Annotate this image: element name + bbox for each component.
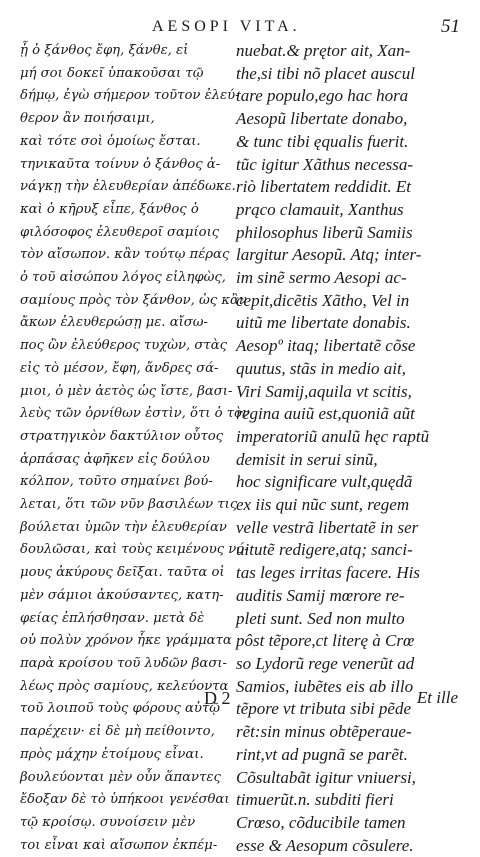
latin-text-line: quutus, stãs in medio ait, xyxy=(236,358,407,378)
greek-text-line: ἄκων ἐλευθερώσῃ με. αἴσω- xyxy=(20,315,208,331)
latin-text-line: uitutẽ redigere,atq; sanci- xyxy=(236,540,413,560)
greek-text-line: μὲν σάμιοι ἀκούσαντες, κατη- xyxy=(20,587,224,603)
greek-text-line: βουλεύονται μὲν οὖν ἅπαντες xyxy=(20,769,221,785)
greek-text-line: δήμῳ, ἐγὼ σήμερον τοῦτον ἐλεύ- xyxy=(20,88,240,104)
greek-text-line: μιοι, ὁ μὲν ἀετὸς ὡς ἴστε, βασι- xyxy=(20,383,233,399)
greek-text-line: σαμίους πρὸς τὸν ξάνθον, ὡς κἂν xyxy=(20,292,247,308)
latin-text-line: tẽpore vt tributa sibi pẽde xyxy=(236,699,412,719)
greek-text-line: παρέχειν· εἰ δὲ μὴ πείθοιντο, xyxy=(20,724,215,740)
greek-text-line: ᾗ ὁ ξάνθος ἔφη, ξάνθε, εἰ xyxy=(20,43,189,58)
latin-text-line: ex iis qui nũc sunt, regem xyxy=(236,495,410,515)
latin-text-line: tare populo,ego hac hora xyxy=(236,86,409,106)
latin-text-line: riò libertatem reddidit. Et xyxy=(236,177,412,197)
greek-text-line: φιλόσοφος ἐλευθεροῖ σαμίοις xyxy=(20,224,220,240)
book-page xyxy=(14,10,470,855)
latin-text-line: imperatoriũ anulũ hęc raptũ xyxy=(236,426,430,446)
greek-text-line: ἁρπάσας ἀφῆκεν εἰς δούλου xyxy=(20,451,210,467)
greek-text-line: καὶ ὁ κῆρυξ εἶπε, ξάνθος ὁ xyxy=(20,201,199,217)
latin-text-line: Samios, iubẽtes eis ab illo xyxy=(236,676,414,696)
greek-text-line: ὁ τοῦ αἰσώπου λόγος εἰληφὼς, xyxy=(20,270,226,286)
latin-text-line: pleti sunt. Sed non multo xyxy=(236,608,405,628)
latin-text-line: uitũ me libertate donabis. xyxy=(236,313,411,333)
latin-text-line: so Lydorũ rege venerũt ad xyxy=(236,653,415,673)
latin-text-line: Viri Samij,aquila vt scitis, xyxy=(236,381,412,401)
greek-text-line: μή σοι δοκεῖ ὑπακοῦσαι τῷ xyxy=(20,65,204,81)
latin-text-line: rẽt:sin minus obtẽperaue- xyxy=(236,722,412,742)
greek-text-line: καὶ τότε σοὶ ὁμοίως ἔσται. xyxy=(20,133,201,149)
greek-text-line: κόλπον, τοῦτο σημαίνει βού- xyxy=(20,474,213,490)
latin-text-line: largitur Aesopũ. Atq; inter- xyxy=(236,245,422,265)
greek-text-line: δουλῶσαι, καὶ τοὺς κειμένους νό- xyxy=(20,542,249,558)
latin-text-line: Crœso, cõducibile tamen xyxy=(236,812,406,832)
greek-text-line: τοι εἶναι καὶ αἴσωπον ἐκπέμ- xyxy=(20,837,218,853)
greek-text-line: τῷ κροίσῳ. συνοίσειν μὲν xyxy=(20,814,196,830)
catchword: Et ille xyxy=(416,688,458,707)
greek-text-line: πρὸς μάχην ἑτοίμους εἶναι. xyxy=(20,746,204,762)
latin-text-line: timuerũt.n. subditi fieri xyxy=(236,790,394,810)
greek-text-line: μους ἀκύρους δεῖξαι. ταῦτα οἱ xyxy=(20,565,225,581)
signature-mark: D 2 xyxy=(204,688,231,708)
latin-text-line: nuebat.& prętor ait, Xan- xyxy=(236,41,411,60)
greek-text-line: βούλεται ὑμῶν τὴν ἐλευθερίαν xyxy=(20,519,227,535)
greek-text-line: λεὺς τῶν ὀρνίθων ἐστὶν, ὅτι ὁ τὸν xyxy=(20,406,250,422)
latin-text-line: im sinẽ sermo Aesopi ac- xyxy=(236,268,407,288)
greek-text-line: θερον ἂν ποιήσαιμι, xyxy=(20,111,155,127)
latin-column xyxy=(236,40,464,857)
latin-text-line: Aesopº itaq; libertatẽ cõse xyxy=(236,336,416,356)
greek-text-line: τηνικαῦτα τοίνυν ὁ ξάνθος ἀ- xyxy=(20,156,221,172)
latin-text-line: Cõsultabãt igitur vniuersi, xyxy=(236,767,416,787)
greek-text-line: νάγκῃ τὴν ἐλευθερίαν ἀπέδωκε. xyxy=(20,179,236,195)
greek-text-line: οὐ πολὺν χρόνον ἧκε γράμματα xyxy=(20,633,232,649)
latin-text-line: & tunc tibi ęqualis fuerit. xyxy=(236,131,409,151)
page-header xyxy=(14,14,470,38)
latin-text-line: Aesopũ libertate donabo, xyxy=(236,109,408,129)
greek-text-line: παρὰ κροίσου τοῦ λυδῶν βασι- xyxy=(20,655,227,671)
latin-text-line: prąco clamauit, Xanthus xyxy=(236,199,404,219)
page-number: 51 xyxy=(441,16,460,37)
latin-text-line: regina auiũ est,quoniã aũt xyxy=(236,404,415,424)
latin-text-line: the,si tibi nõ placet auscul xyxy=(236,63,415,83)
latin-text-line: tas leges irritas facere. His xyxy=(236,563,420,583)
latin-text-line: auditis Samij mœrore re- xyxy=(236,585,405,605)
greek-text-line: λέως πρὸς σαμίους, κελεύοντα xyxy=(20,678,229,694)
latin-text-line: demisit in serui sinũ, xyxy=(236,449,378,469)
greek-text-line: τοῦ λοιποῦ τοὺς φόρους αὐτῷ xyxy=(20,701,220,717)
latin-text-line: esse & Aesopum cõsulere. xyxy=(236,835,414,855)
latin-text-line: philosophus liberũ Samiis xyxy=(236,222,413,242)
latin-text-line: hoc significare vult,quędã xyxy=(236,472,413,492)
greek-text-line: στρατηγικὸν δακτύλιον οὗτος xyxy=(20,428,224,444)
greek-text-line: πος ὢν ἐλεύθερος τυχὼν, στὰς xyxy=(20,338,228,354)
greek-text-line: λεται, ὅτι τῶν νῦν βασιλέων τις xyxy=(20,497,238,513)
greek-text-line: τὸν αἴσωπον. κἂν τούτῳ πέρας xyxy=(20,247,230,263)
page-footer xyxy=(14,688,470,712)
greek-text-line: εἰς τὸ μέσον, ἔφη, ἄνδρες σά- xyxy=(20,360,219,376)
latin-text-line: velle vestrã libertatẽ in ser xyxy=(236,517,419,537)
greek-text-line: φείας ἐπλήσθησαν. μετὰ δὲ xyxy=(20,610,205,626)
latin-text-line: tũc igitur Xãthus necessa- xyxy=(236,154,414,174)
latin-text-line: cepit,dicẽtis Xãtho, Vel in xyxy=(236,290,410,310)
greek-column xyxy=(20,40,250,857)
running-title: AESOPI VITA. xyxy=(152,18,301,35)
greek-text-line: ἔδοξαν δὲ τὸ ὑπήκοοι γενέσθαι xyxy=(20,792,230,808)
latin-text-line: rint,vt ad pugnã se parẽt. xyxy=(236,744,408,764)
latin-text-line: pôst tẽpore,ct literę à Crœ xyxy=(236,631,415,651)
